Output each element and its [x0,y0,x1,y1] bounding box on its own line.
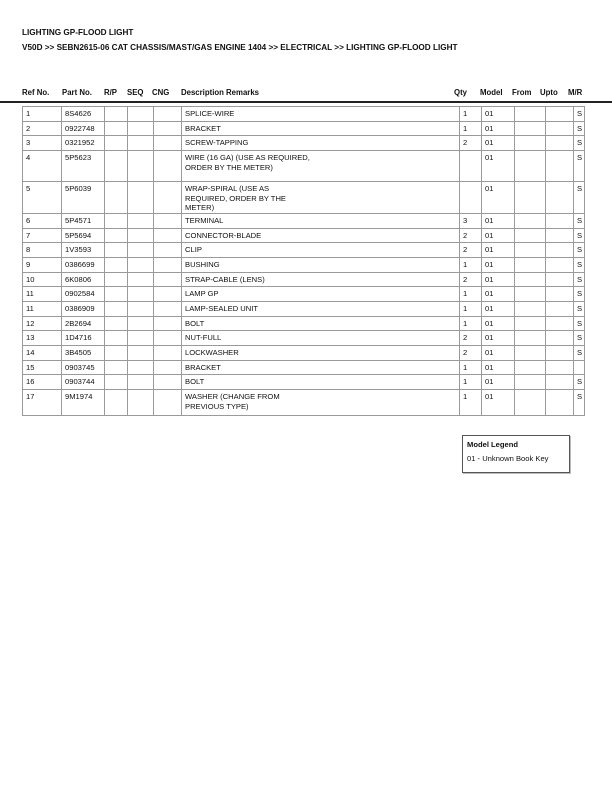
cell-ref-no: 13 [23,331,62,346]
cell-qty: 1 [460,121,482,136]
cell-mr: S [574,287,585,302]
cell-rp [105,228,128,243]
cell-qty: 1 [460,107,482,122]
cell-seq [128,390,154,416]
cell-description: SCREW-TAPPING [182,136,460,151]
cell-upto [546,272,574,287]
table-row [23,287,585,302]
cell-rp [105,272,128,287]
cell-from [515,136,546,151]
cell-ref-no: 7 [23,228,62,243]
cell-part-no: 3B4505 [62,346,105,361]
cell-cng [154,331,182,346]
cell-model: 01 [482,213,515,228]
cell-part-no: 0386699 [62,257,105,272]
cell-description: BOLT [182,375,460,390]
cell-ref-no: 17 [23,390,62,416]
cell-upto [546,346,574,361]
cell-upto [546,287,574,302]
cell-part-no: 5P5623 [62,151,105,182]
cell-mr: S [574,301,585,316]
cell-seq [128,213,154,228]
cell-upto [546,182,574,214]
cell-from [515,375,546,390]
table-row [23,331,585,346]
table-row [23,360,585,375]
model-legend-title: Model Legend [467,440,519,449]
cell-qty: 1 [460,316,482,331]
cell-part-no: 1D4716 [62,331,105,346]
cell-seq [128,182,154,214]
cell-from [515,360,546,375]
cell-upto [546,375,574,390]
header-qty: Qty [454,88,467,97]
cell-upto [546,243,574,258]
cell-upto [546,390,574,416]
cell-upto [546,136,574,151]
cell-model: 01 [482,257,515,272]
cell-description: WRAP-SPIRAL (USE AS REQUIRED, ORDER BY THE METER) [182,182,460,214]
cell-ref-no: 16 [23,375,62,390]
cell-part-no: 0903744 [62,375,105,390]
cell-description: BUSHING [182,257,460,272]
cell-qty: 2 [460,272,482,287]
header-part-no: Part No. [62,88,92,97]
cell-mr: S [574,182,585,214]
table-row [23,121,585,136]
cell-cng [154,316,182,331]
header-model: Model [480,88,503,97]
cell-from [515,257,546,272]
cell-upto [546,107,574,122]
cell-seq [128,243,154,258]
table-row [23,213,585,228]
cell-cng [154,182,182,214]
cell-description: STRAP-CABLE (LENS) [182,272,460,287]
cell-mr: S [574,331,585,346]
cell-ref-no: 2 [23,121,62,136]
cell-seq [128,121,154,136]
cell-part-no: 0321952 [62,136,105,151]
cell-upto [546,331,574,346]
cell-from [515,301,546,316]
cell-upto [546,121,574,136]
header-mr: M/R [568,88,583,97]
model-legend-entry: 01 - Unknown Book Key [467,454,549,463]
table-row [23,107,585,122]
cell-cng [154,151,182,182]
table-row [23,272,585,287]
cell-description: BOLT [182,316,460,331]
cell-cng [154,257,182,272]
cell-description: CLIP [182,243,460,258]
cell-mr: S [574,257,585,272]
cell-rp [105,121,128,136]
cell-description: NUT-FULL [182,331,460,346]
cell-cng [154,213,182,228]
breadcrumb: V50D >> SEBN2615-06 CAT CHASSIS/MAST/GAS ENGINE 1404 >> ELECTRICAL >> LIGHTING GP-FLOOD LIGHT [22,43,458,52]
cell-model: 01 [482,151,515,182]
cell-ref-no: 9 [23,257,62,272]
table-row [23,151,585,182]
cell-cng [154,243,182,258]
cell-description: BRACKET [182,360,460,375]
cell-qty: 1 [460,301,482,316]
cell-part-no: 0922748 [62,121,105,136]
cell-description: LAMP-SEALED UNIT [182,301,460,316]
table-row [23,316,585,331]
table-row [23,228,585,243]
cell-from [515,346,546,361]
cell-model: 01 [482,360,515,375]
cell-description: LAMP GP [182,287,460,302]
cell-rp [105,243,128,258]
cell-from [515,316,546,331]
cell-seq [128,360,154,375]
cell-mr: S [574,390,585,416]
cell-model: 01 [482,287,515,302]
cell-from [515,272,546,287]
cell-from [515,331,546,346]
cell-mr: S [574,375,585,390]
cell-part-no: 9M1974 [62,390,105,416]
cell-model: 01 [482,121,515,136]
cell-model: 01 [482,301,515,316]
cell-seq [128,151,154,182]
cell-ref-no: 3 [23,136,62,151]
cell-part-no: 0903745 [62,360,105,375]
cell-qty: 1 [460,375,482,390]
page-title: LIGHTING GP-FLOOD LIGHT [22,28,134,37]
cell-part-no: 8S4626 [62,107,105,122]
cell-seq [128,301,154,316]
cell-description: WIRE (16 GA) (USE AS REQUIRED, ORDER BY THE METER) [182,151,460,182]
cell-mr: S [574,121,585,136]
cell-seq [128,346,154,361]
cell-rp [105,136,128,151]
header-cng: CNG [152,88,170,97]
cell-qty: 3 [460,213,482,228]
cell-from [515,390,546,416]
cell-qty: 1 [460,360,482,375]
cell-model: 01 [482,316,515,331]
cell-seq [128,136,154,151]
cell-part-no: 1V3593 [62,243,105,258]
cell-description: SPLICE-WIRE [182,107,460,122]
cell-mr: S [574,213,585,228]
cell-rp [105,331,128,346]
table-row [23,346,585,361]
cell-from [515,121,546,136]
cell-qty [460,182,482,214]
cell-model: 01 [482,136,515,151]
cell-qty: 1 [460,390,482,416]
cell-mr: S [574,151,585,182]
cell-upto [546,257,574,272]
cell-model: 01 [482,331,515,346]
cell-from [515,213,546,228]
cell-qty [460,151,482,182]
header-description: Description Remarks [181,88,259,97]
cell-mr: S [574,228,585,243]
cell-seq [128,331,154,346]
cell-cng [154,375,182,390]
cell-upto [546,151,574,182]
cell-seq [128,287,154,302]
cell-from [515,107,546,122]
cell-cng [154,301,182,316]
cell-model: 01 [482,272,515,287]
cell-qty: 1 [460,257,482,272]
cell-rp [105,151,128,182]
cell-mr: S [574,107,585,122]
cell-upto [546,316,574,331]
cell-model: 01 [482,182,515,214]
cell-part-no: 0902584 [62,287,105,302]
table-row [23,257,585,272]
model-legend [462,435,570,473]
cell-description: TERMINAL [182,213,460,228]
cell-upto [546,213,574,228]
cell-ref-no: 15 [23,360,62,375]
cell-model: 01 [482,107,515,122]
cell-from [515,182,546,214]
cell-qty: 1 [460,287,482,302]
cell-part-no: 5P6039 [62,182,105,214]
cell-rp [105,316,128,331]
cell-ref-no: 14 [23,346,62,361]
cell-cng [154,136,182,151]
cell-rp [105,213,128,228]
cell-qty: 2 [460,346,482,361]
header-seq: SEQ [127,88,144,97]
cell-model: 01 [482,243,515,258]
cell-from [515,287,546,302]
cell-from [515,151,546,182]
cell-seq [128,316,154,331]
cell-upto [546,360,574,375]
cell-mr: S [574,316,585,331]
cell-seq [128,375,154,390]
parts-table [22,106,585,416]
cell-rp [105,301,128,316]
cell-cng [154,360,182,375]
cell-model: 01 [482,228,515,243]
cell-part-no: 5P4571 [62,213,105,228]
cell-from [515,228,546,243]
cell-ref-no: 5 [23,182,62,214]
cell-cng [154,228,182,243]
cell-rp [105,390,128,416]
table-row [23,243,585,258]
cell-from [515,243,546,258]
cell-rp [105,287,128,302]
cell-ref-no: 12 [23,316,62,331]
cell-cng [154,107,182,122]
cell-mr: S [574,272,585,287]
table-row [23,390,585,416]
cell-rp [105,257,128,272]
cell-part-no: 0386909 [62,301,105,316]
table-row [23,182,585,214]
table-row [23,301,585,316]
header-upto: Upto [540,88,558,97]
cell-ref-no: 11 [23,301,62,316]
cell-qty: 2 [460,243,482,258]
cell-cng [154,121,182,136]
cell-ref-no: 8 [23,243,62,258]
cell-part-no: 2B2694 [62,316,105,331]
header-divider [0,101,612,103]
cell-cng [154,390,182,416]
cell-description: LOCKWASHER [182,346,460,361]
cell-upto [546,228,574,243]
cell-model: 01 [482,375,515,390]
table-row [23,136,585,151]
cell-cng [154,346,182,361]
cell-rp [105,360,128,375]
cell-ref-no: 10 [23,272,62,287]
cell-seq [128,107,154,122]
cell-description: WASHER (CHANGE FROM PREVIOUS TYPE) [182,390,460,416]
cell-rp [105,107,128,122]
cell-qty: 2 [460,331,482,346]
cell-rp [105,375,128,390]
cell-description: CONNECTOR-BLADE [182,228,460,243]
cell-qty: 2 [460,228,482,243]
cell-rp [105,182,128,214]
cell-mr [574,360,585,375]
table-header [0,88,612,100]
cell-ref-no: 6 [23,213,62,228]
cell-ref-no: 4 [23,151,62,182]
cell-part-no: 5P5694 [62,228,105,243]
cell-part-no: 6K0806 [62,272,105,287]
cell-mr: S [574,136,585,151]
cell-mr: S [574,243,585,258]
cell-seq [128,257,154,272]
cell-mr: S [574,346,585,361]
cell-cng [154,272,182,287]
cell-seq [128,228,154,243]
cell-ref-no: 1 [23,107,62,122]
table-row [23,375,585,390]
header-rp: R/P [104,88,117,97]
header-from: From [512,88,532,97]
header-ref-no: Ref No. [22,88,50,97]
cell-rp [105,346,128,361]
cell-cng [154,287,182,302]
cell-ref-no: 11 [23,287,62,302]
cell-model: 01 [482,346,515,361]
cell-model: 01 [482,390,515,416]
cell-seq [128,272,154,287]
cell-description: BRACKET [182,121,460,136]
cell-qty: 2 [460,136,482,151]
cell-upto [546,301,574,316]
